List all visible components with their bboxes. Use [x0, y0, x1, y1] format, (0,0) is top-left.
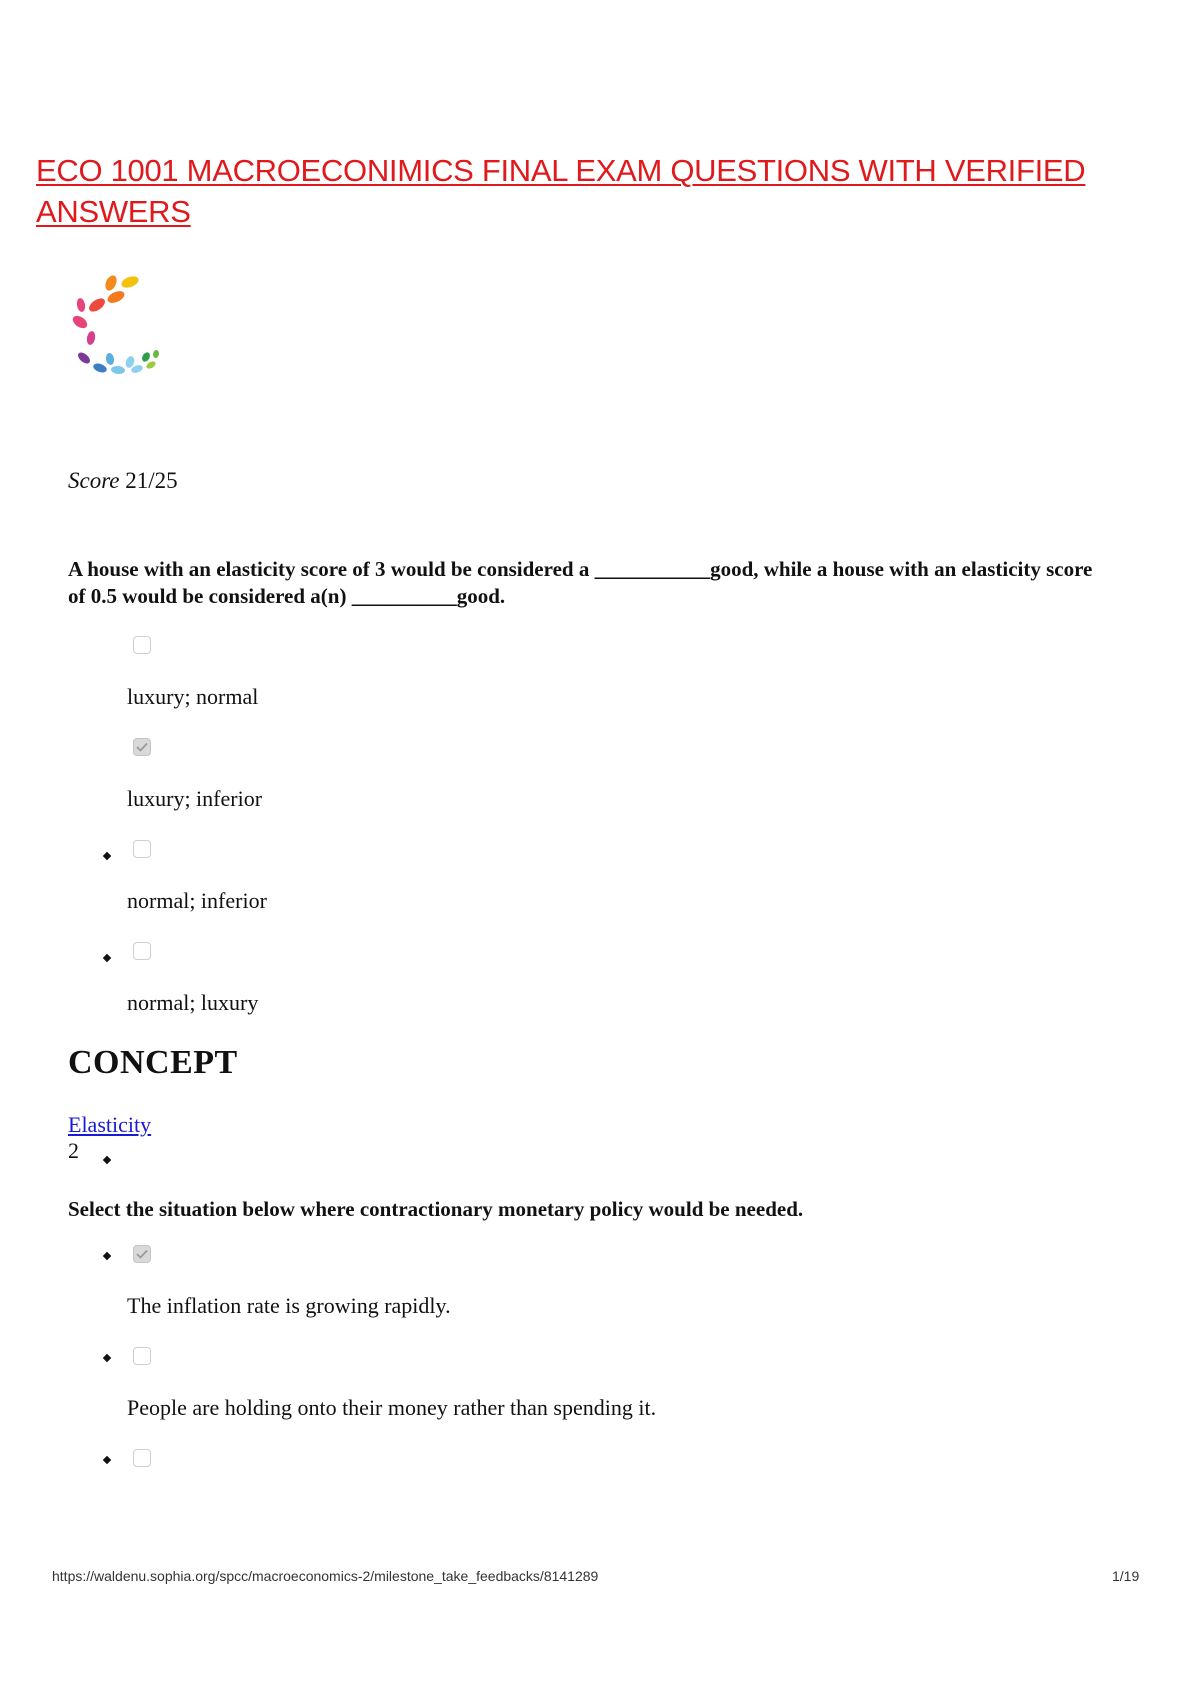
- list-bullet: [103, 1456, 111, 1464]
- answer-option-text: luxury; normal: [127, 684, 259, 709]
- sophia-logo-icon: [58, 272, 168, 384]
- list-bullet: [103, 852, 111, 860]
- answer-checkbox-checked[interactable]: [133, 738, 151, 756]
- answer-checkbox-checked[interactable]: [133, 1245, 151, 1263]
- answer-checkbox[interactable]: [133, 942, 151, 960]
- question-prompt: Select the situation below where contractionary monetary policy would be needed.: [68, 1197, 804, 1221]
- answer-checkbox[interactable]: [133, 1347, 151, 1365]
- answer-option-text: luxury; inferior: [127, 786, 263, 811]
- score-display: [68, 468, 178, 494]
- answer-option-text: normal; inferior: [127, 888, 267, 913]
- footer-url: https://waldenu.sophia.org/spcc/macroeconomics-2/milestone_take_feedbacks/8141289: [52, 1568, 599, 1584]
- concept-heading: CONCEPT: [68, 1044, 238, 1081]
- checkmark-icon: [136, 1249, 148, 1259]
- list-bullet: [103, 1252, 111, 1260]
- checkmark-icon: [136, 742, 148, 752]
- answer-option-text: normal; luxury: [127, 990, 259, 1015]
- answer-checkbox[interactable]: [133, 1449, 151, 1467]
- list-bullet: [103, 1156, 111, 1164]
- answer-checkbox[interactable]: [133, 840, 151, 858]
- answer-checkbox[interactable]: [133, 636, 151, 654]
- score-label: Score: [68, 468, 120, 493]
- question-prompt: A house with an elasticity score of 3 would be considered a ___________good, while a house with an elasticity score of 0.5 would be considered a(n) __________good.: [68, 557, 1093, 608]
- concept-link-elasticity[interactable]: Elasticity: [68, 1112, 152, 1137]
- answer-option-text: People are holding onto their money rather than spending it.: [127, 1395, 657, 1420]
- list-bullet: [103, 954, 111, 962]
- question-number: 2: [68, 1138, 79, 1163]
- footer-page-number: 1/19: [1112, 1568, 1140, 1584]
- answer-option-text: The inflation rate is growing rapidly.: [127, 1293, 451, 1318]
- score-value: 21/25: [125, 468, 178, 493]
- list-bullet: [103, 1354, 111, 1362]
- document-title: ECO 1001 MACROECONIMICS FINAL EXAM QUESTIONS WITH VERIFIED ANSWERS: [36, 153, 1086, 229]
